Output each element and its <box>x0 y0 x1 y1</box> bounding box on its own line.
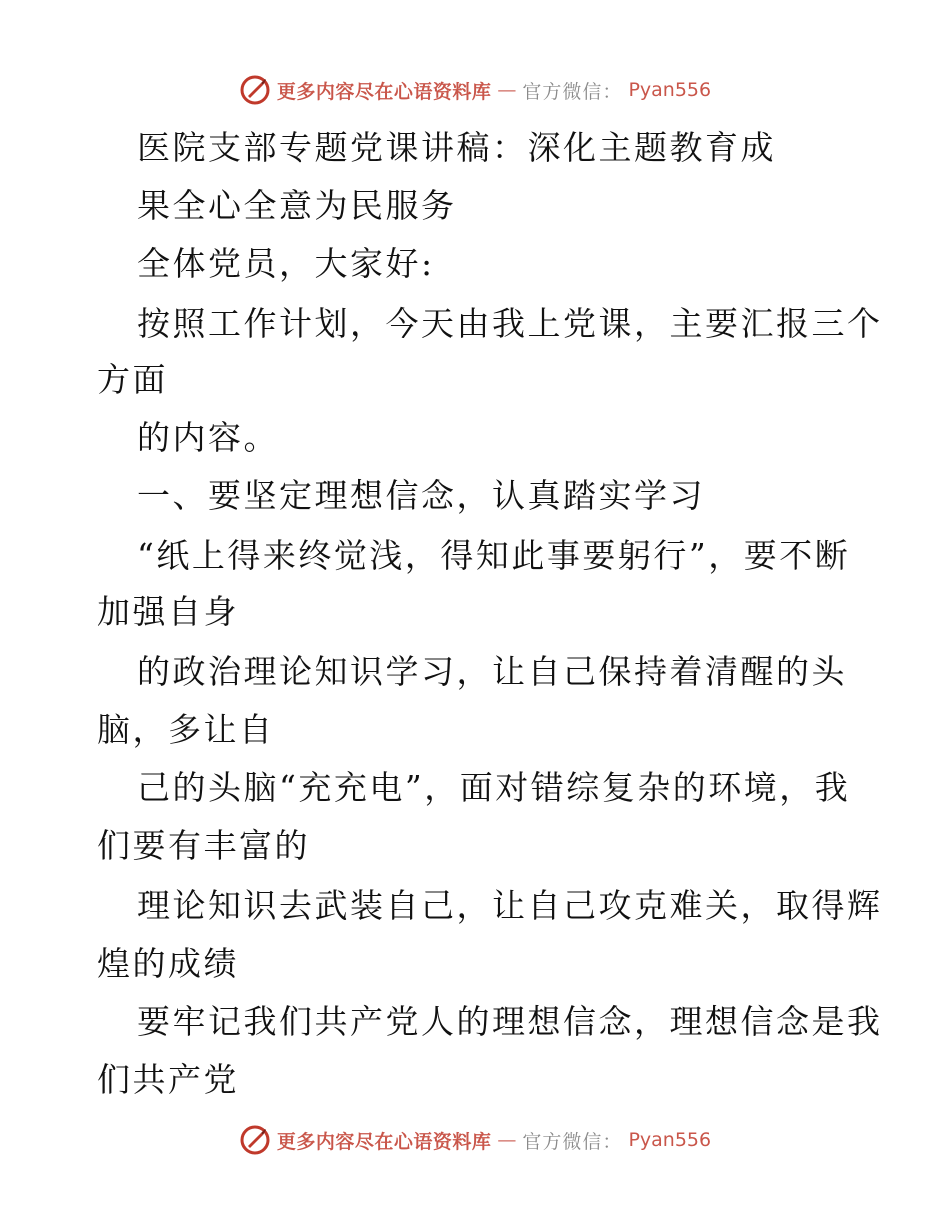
paragraph-line: 们要有丰富的 <box>97 826 310 865</box>
paragraph-line: 脑，多让自 <box>97 710 275 749</box>
paragraph-line: 己的头脑“充充电”，面对错综复杂的环境，我 <box>137 768 851 807</box>
paragraph-line: 加强自身 <box>97 592 239 631</box>
paragraph-line: “纸上得来终觉浅，得知此事要躬行”，要不断 <box>137 536 851 575</box>
quill-logo-icon <box>239 74 271 106</box>
quill-logo-icon <box>239 1124 271 1156</box>
header-watermark <box>0 70 950 110</box>
paragraph-line: 理论知识去武装自己，让自己攻克难关，取得辉 <box>137 886 883 925</box>
paragraph-line: 按照工作计划，今天由我上党课，主要汇报三个 <box>137 304 883 343</box>
watermark-site-text: 更多内容尽在心语资料库 <box>276 1130 492 1153</box>
paragraph-line: 们共产党 <box>97 1060 239 1099</box>
watermark-dash: — <box>497 1129 517 1151</box>
document-title-line-1: 医院支部专题党课讲稿：深化主题教育成 <box>137 128 776 167</box>
watermark-label: 官方微信： <box>522 80 623 103</box>
watermark-wechat-id: Pyan556 <box>628 79 712 101</box>
watermark-wechat-id: Pyan556 <box>628 1129 712 1151</box>
watermark-label: 官方微信： <box>522 1130 623 1153</box>
paragraph-line: 的内容。 <box>137 418 279 457</box>
paragraph-line: 煌的成绩 <box>97 944 239 983</box>
paragraph-line: 的政治理论知识学习，让自己保持着清醒的头 <box>137 652 847 691</box>
watermark-dash: — <box>497 79 517 101</box>
footer-watermark <box>0 1120 950 1160</box>
section-heading: 一、要坚定理想信念，认真踏实学习 <box>137 476 705 515</box>
paragraph-line: 方面 <box>97 360 168 399</box>
watermark-site-text: 更多内容尽在心语资料库 <box>276 80 492 103</box>
paragraph-line: 要牢记我们共产党人的理想信念，理想信念是我 <box>137 1002 883 1041</box>
document-title-line-2: 果全心全意为民服务 <box>137 186 457 225</box>
greeting: 全体党员，大家好: <box>137 244 435 283</box>
